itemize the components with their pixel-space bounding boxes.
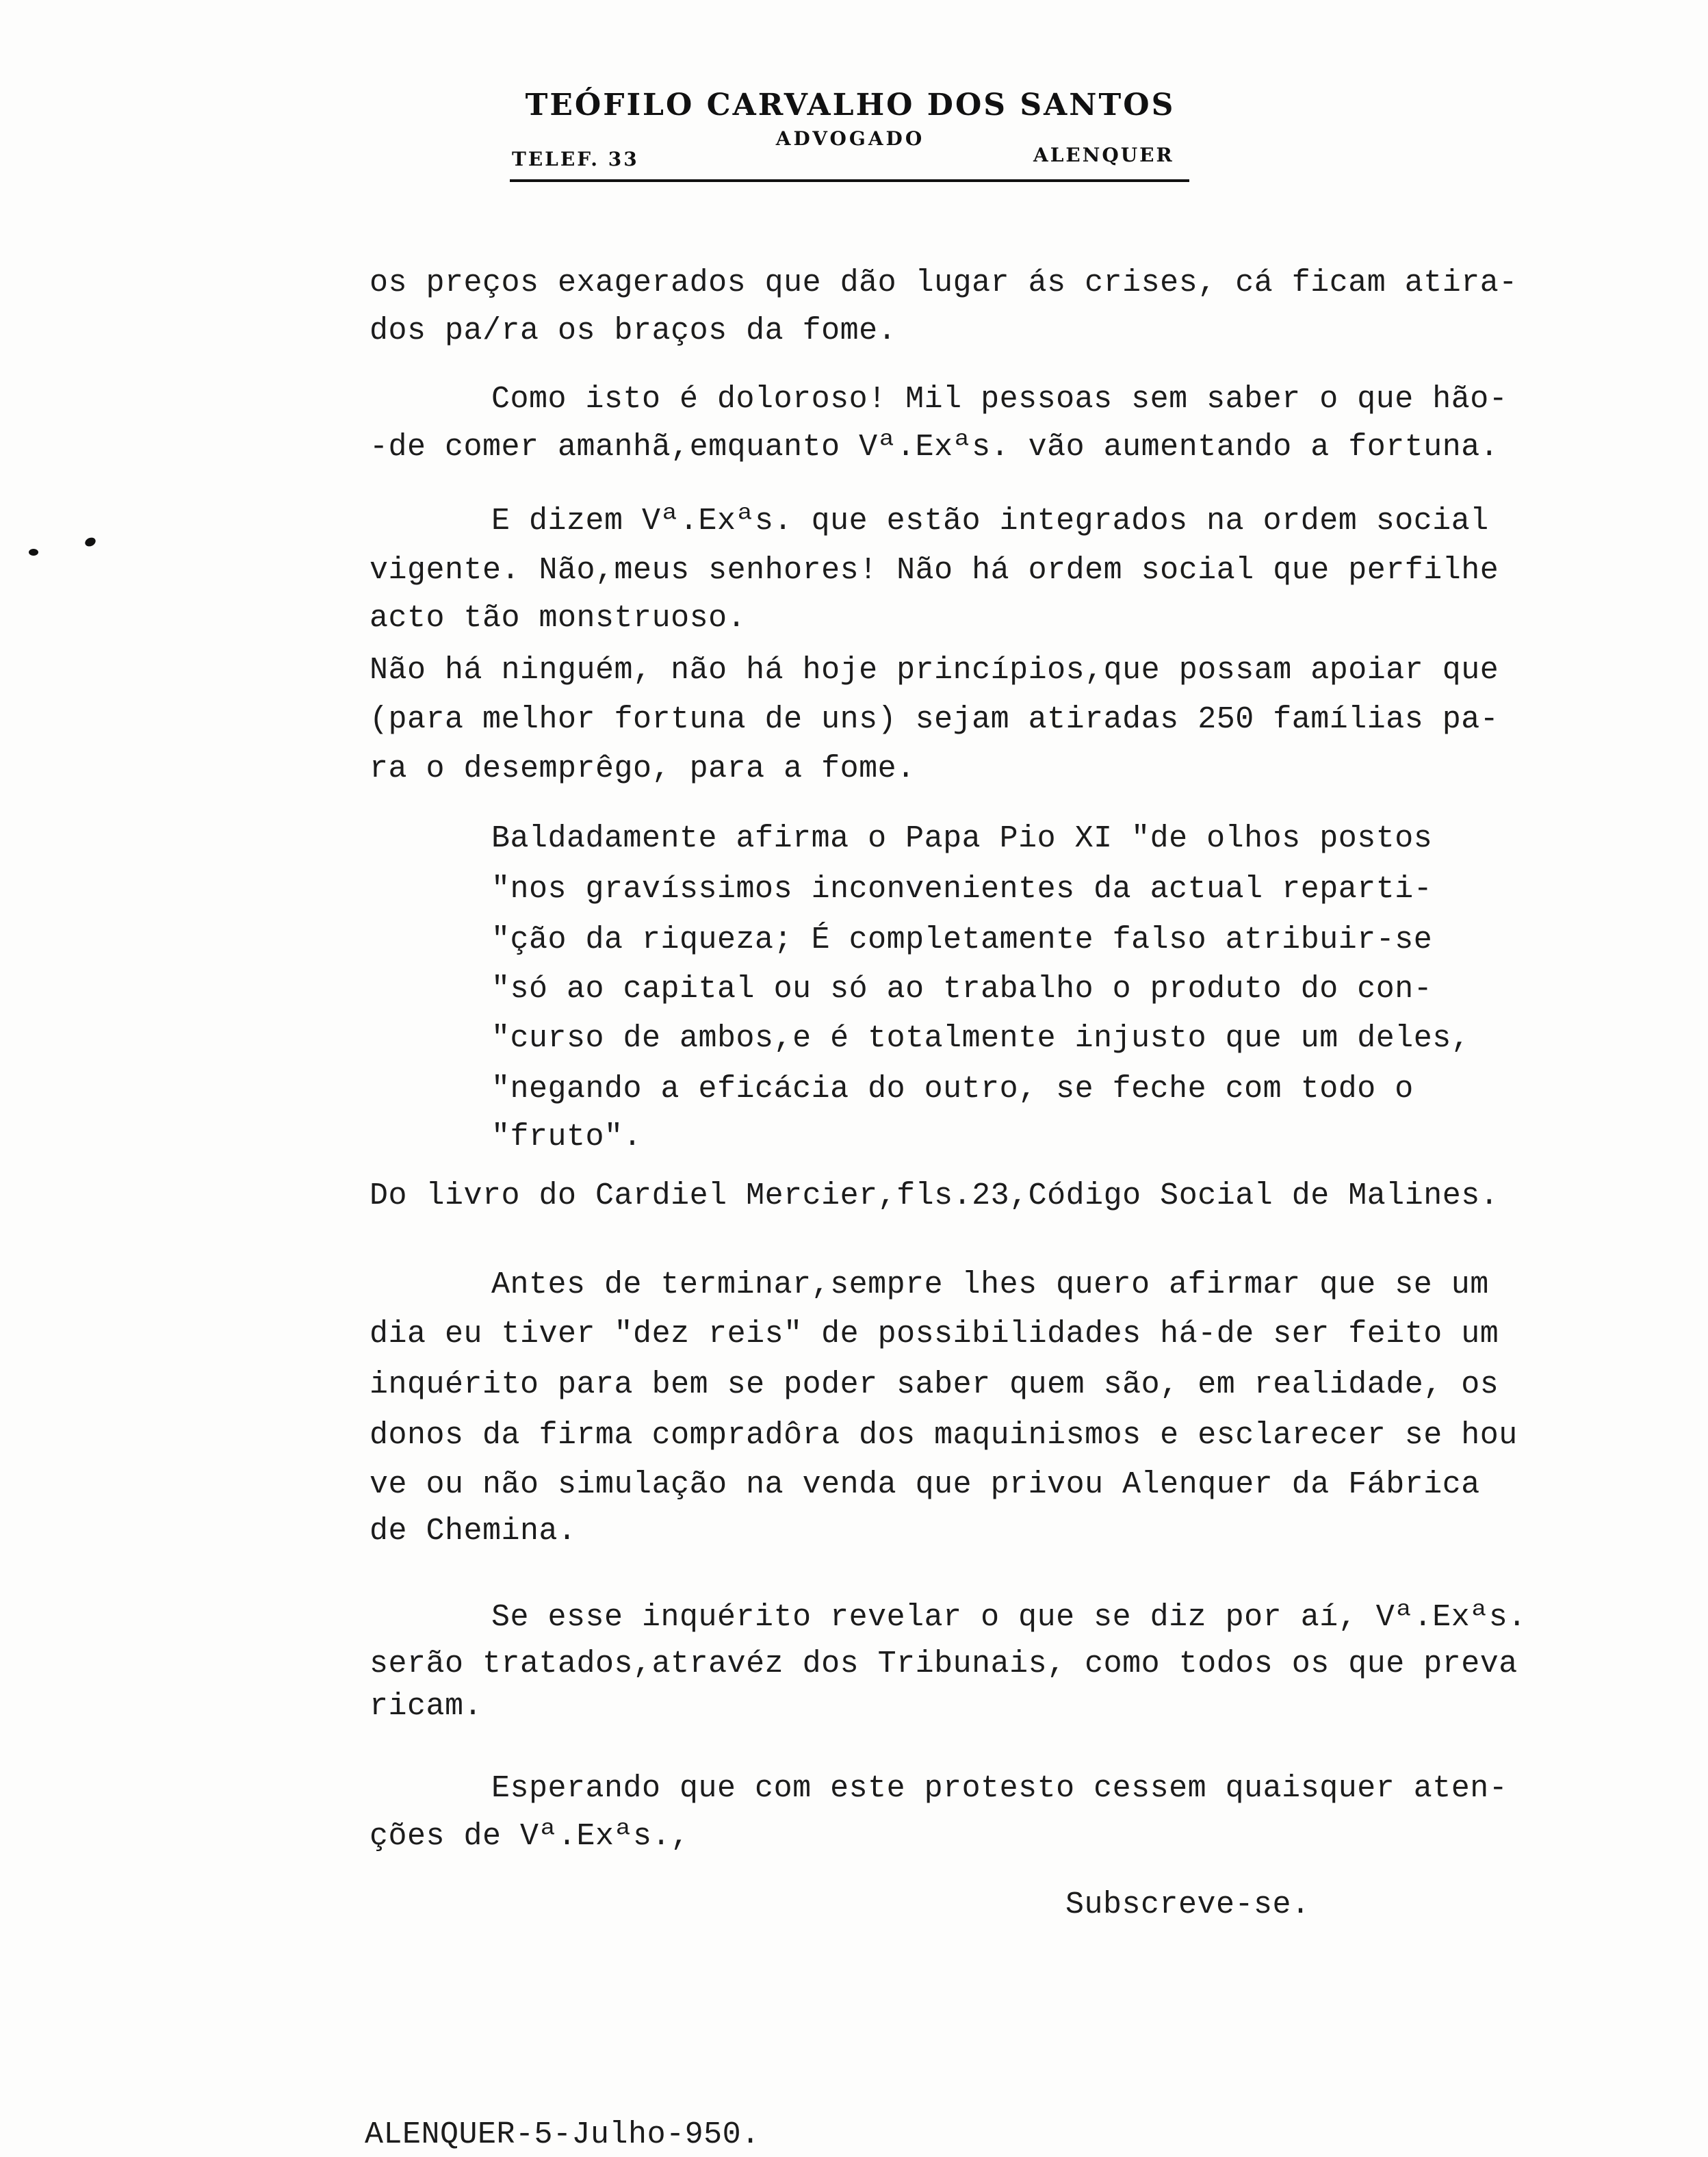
letterhead-rule [510, 179, 1189, 182]
letterhead-name: TEÓFILO CARVALHO DOS SANTOS [525, 88, 1176, 122]
p5-line-1: Se esse inquérito revelar o que se diz por aí, Vª.Exªs. [491, 1600, 1527, 1635]
p3-line-6: ra o desemprêgo, para a fome. [370, 751, 916, 786]
p2-line-2: -de comer amanhã,emquanto Vª.Exªs. vão aumentando a fortuna. [370, 430, 1499, 465]
p4-line-2: dia eu tiver "dez reis" de possibilidades há-de ser feito um [370, 1317, 1499, 1352]
quote-line-4: "só ao capital ou só ao trabalho o produto do con- [491, 972, 1433, 1007]
p3-line-3: acto tão monstruoso. [370, 601, 747, 636]
letterhead-phone: TELEF. 33 [512, 148, 639, 170]
p4-line-6: de Chemina. [370, 1514, 577, 1549]
quote-line-2: "nos gravíssimos inconvenientes da actual reparti- [491, 872, 1433, 907]
closing: Subscreve-se. [1065, 1887, 1310, 1922]
quote-line-3: "ção da riqueza; É completamente falso atribuir-se [491, 922, 1433, 957]
ink-speck [83, 536, 97, 548]
p3-line-1: E dizem Vª.Exªs. que estão integrados na ordem social [491, 504, 1489, 539]
p6-line-1: Esperando que com este protesto cessem quaisquer aten- [491, 1771, 1508, 1806]
p4-line-4: donos da firma compradôra dos maquinismos e esclarecer se hou [370, 1418, 1518, 1453]
p4-line-1: Antes de terminar,sempre lhes quero afirmar que se um [491, 1267, 1489, 1302]
p4-line-3: inquérito para bem se poder saber quem são, em realidade, os [370, 1367, 1499, 1402]
p5-line-3: ricam. [370, 1689, 483, 1724]
p2-line-1: Como isto é doloroso! Mil pessoas sem saber o que hão- [491, 382, 1508, 417]
quote-line-6: "negando a eficácia do outro, se feche com todo o [491, 1072, 1414, 1107]
p5-line-2: serão tratados,atravéz dos Tribunais, como todos os que preva [370, 1646, 1518, 1681]
ink-speck [29, 549, 38, 556]
quote-line-5: "curso de ambos,e é totalmente injusto que um deles, [491, 1021, 1471, 1056]
p1-line-2: dos pa/ra os braços da fome. [370, 313, 897, 348]
p6-line-2: ções de Vª.Exªs., [370, 1819, 690, 1854]
p4-line-5: ve ou não simulação na venda que privou Alenquer da Fábrica [370, 1467, 1480, 1502]
letterhead-city: ALENQUER [1033, 144, 1174, 166]
quote-line-1: Baldadamente afirma o Papa Pio XI "de olhos postos [491, 821, 1433, 856]
p3-line-2: vigente. Não,meus senhores! Não há ordem social que perfilhe [370, 553, 1499, 588]
quote-line-7: "fruto". [491, 1120, 643, 1154]
p1-line-1: os preços exagerados que dão lugar ás crises, cá ficam atira- [370, 266, 1518, 300]
p3-line-4: Não há ninguém, não há hoje princípios,que possam apoiar que [370, 653, 1499, 688]
date-line: ALENQUER-5-Julho-950. [365, 2117, 760, 2152]
letterhead-role: ADVOGADO [775, 127, 925, 150]
p3-line-5: (para melhor fortuna de uns) sejam atiradas 250 famílias pa- [370, 702, 1499, 737]
source-citation: Do livro do Cardiel Mercier,fls.23,Código Social de Malines. [370, 1178, 1499, 1213]
